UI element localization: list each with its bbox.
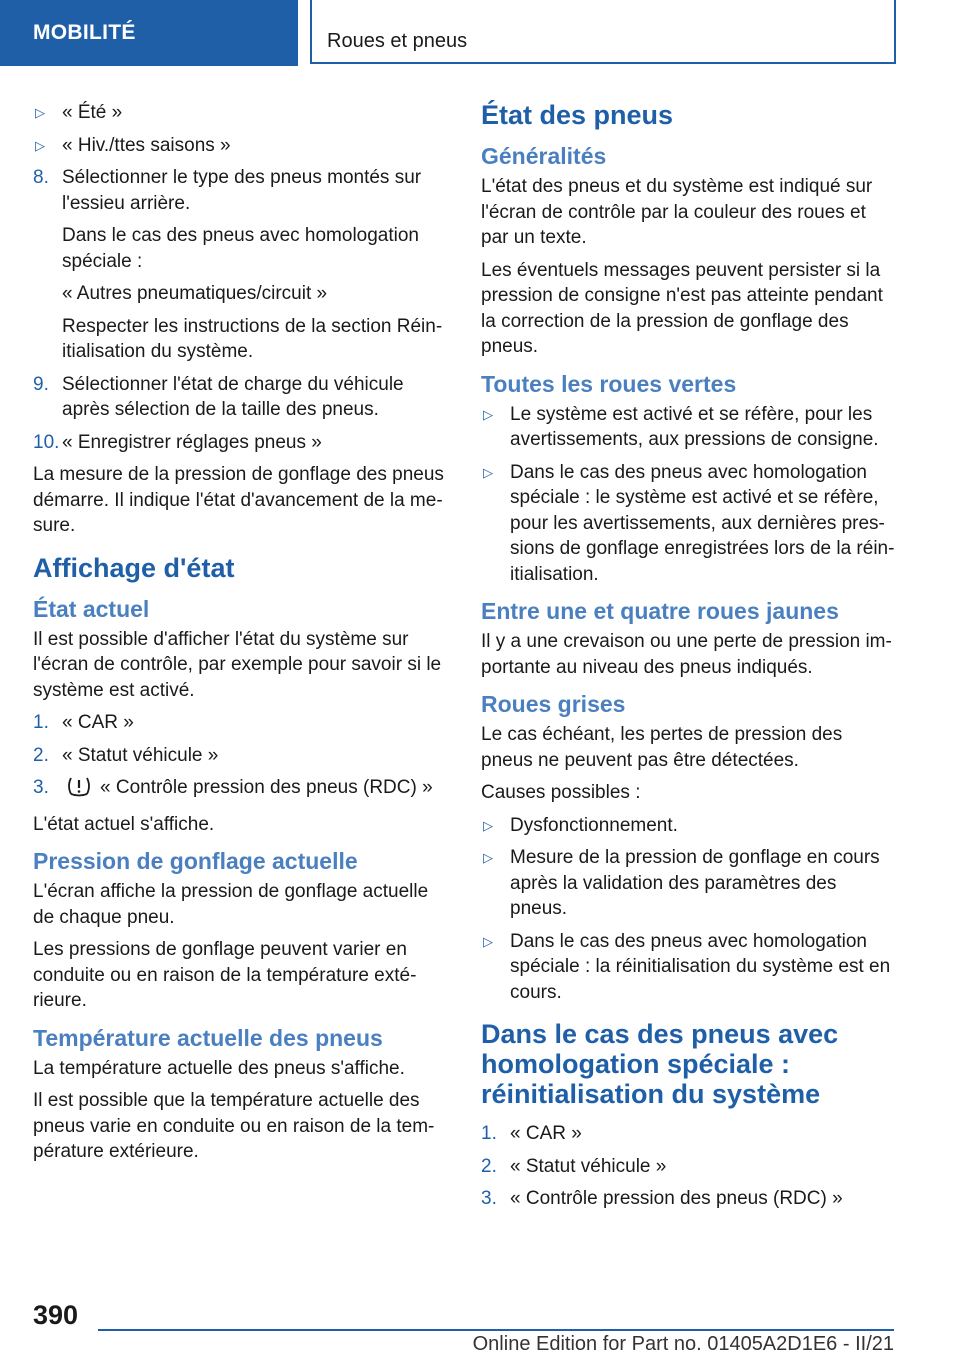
paragraph: Il est possible d'afficher l'état du système sur l'écran de contrôle, par exemple pour savoir si le système est activé.	[33, 628, 442, 701]
heading-generalites: Généralités	[481, 143, 607, 169]
heading-roues-grises: Roues grises	[481, 691, 626, 717]
step-number: 3.	[481, 1188, 497, 1209]
step-item: 2. « Statut véhicule »	[33, 743, 445, 769]
paragraph: La température actuelle des pneus s'affiche.	[33, 1057, 405, 1079]
step-item: 9. Sélectionner l'état de charge du véhicule après sélection de la taille des pneus.	[33, 373, 404, 420]
right-column	[481, 96, 895, 1219]
page-number: 390	[33, 1300, 79, 1330]
step-item: 3. « Contrôle pression des pneus (RDC) »	[33, 775, 445, 805]
step-number: 8.	[33, 167, 49, 188]
paragraph: Les pressions de gonflage peuvent varier en conduite ou en raison de la température exté-rieure.	[33, 939, 417, 1011]
paragraph: Le cas échéant, les pertes de pression des pneus ne peuvent pas être détectées.	[481, 724, 843, 771]
paragraph: Causes possibles :	[481, 782, 641, 803]
paragraph: L'état actuel s'affiche.	[33, 813, 215, 835]
list-item: ▷ Le système est activé et se réfère, pour les avertissements, aux pressions de consigne.	[483, 403, 879, 450]
triangle-bullet-icon: ▷	[483, 406, 493, 422]
triangle-bullet-icon: ▷	[483, 933, 493, 949]
paragraph: Il est possible que la température actuelle des pneus varie en conduite ou en raison de la tem-pérature extérieure.	[33, 1090, 435, 1162]
footer-divider	[98, 1329, 894, 1331]
paragraph: Il y a une crevaison ou une perte de pression im-portante au niveau des pneus indiqués.	[481, 631, 892, 678]
step-number: 10.	[33, 431, 60, 453]
heading-roues-vertes: Toutes les roues vertes	[481, 370, 737, 397]
step-item: 1. « CAR »	[33, 710, 445, 736]
edition-note: Online Edition for Part no. 01405A2D1E6 - II/21	[472, 1333, 894, 1355]
triangle-bullet-icon: ▷	[35, 137, 45, 153]
step-item: 3. « Contrôle pression des pneus (RDC) »	[481, 1186, 895, 1212]
paragraph: L'écran affiche la pression de gonflage actuelle de chaque pneu.	[33, 881, 429, 928]
chapter-title: Roues et pneus	[310, 0, 896, 64]
step-item: 8. Sélectionner le type des pneus montés sur l'essieu arrière.	[33, 167, 422, 214]
page-header	[0, 0, 960, 66]
heading-pression: Pression de gonflage actuelle	[33, 848, 358, 874]
triangle-bullet-icon: ▷	[483, 464, 493, 480]
step-number: 9.	[33, 373, 49, 395]
step-item: 1. « CAR »	[481, 1121, 895, 1147]
step-note: Respecter les instructions de la section Réin-itialisation du système.	[62, 315, 443, 362]
triangle-bullet-icon: ▷	[35, 105, 45, 120]
step-note: Dans le cas des pneus avec homologation spéciale :	[62, 225, 420, 272]
step-number: 1.	[481, 1123, 497, 1144]
list-item: ▷ « Hiv./ttes saisons »	[33, 133, 445, 159]
heading-roues-jaunes: Entre une et quatre roues jaunes	[481, 598, 839, 624]
triangle-bullet-icon: ▷	[483, 817, 493, 833]
list-item: ▷ « Été »	[33, 100, 445, 126]
step-number: 3.	[33, 777, 49, 798]
paragraph: Les éventuels messages peuvent persister si la pression de consigne n'est pas atteinte pendant la correction de la pression de gonflage des pneus.	[481, 259, 883, 357]
step-number: 1.	[33, 712, 49, 733]
heading-etat-pneus: État des pneus	[481, 100, 674, 130]
paragraph: L'état des pneus et du système est indiqué sur l'écran de contrôle par la couleur des roues et par un texte.	[481, 176, 873, 248]
step-number: 2.	[33, 744, 49, 766]
paragraph: La mesure de la pression de gonflage des pneus démarre. Il indique l'état d'avancement de la me-sure.	[33, 464, 444, 536]
list-item: ▷ Dans le cas des pneus avec homologation spéciale : la réinitialisation du système est en cours.	[483, 930, 891, 1003]
list-item: ▷ Dysfonctionnement.	[481, 813, 895, 839]
list-item: ▷ Mesure de la pression de gonflage en cours après la validation des paramètres des pneus.	[483, 847, 880, 919]
left-column	[33, 100, 445, 1172]
step-item: 10. « Enregistrer réglages pneus »	[33, 430, 445, 456]
step-number: 2.	[481, 1155, 497, 1177]
step-item: 2. « Statut véhicule »	[481, 1154, 895, 1180]
heading-affichage: Affichage d'état	[33, 552, 235, 583]
triangle-bullet-icon: ▷	[483, 850, 493, 865]
heading-etat-actuel: État actuel	[33, 595, 150, 622]
section-tab: MOBILITÉ	[0, 0, 298, 66]
step-note: « Autres pneumatiques/circuit »	[62, 283, 328, 304]
tire-pressure-warning-icon	[66, 775, 92, 805]
list-item: ▷ Dans le cas des pneus avec homologation spéciale : le système est activé et se réfère, pour les avertissements, aux dernières pres-sions de gonflage enregistrées lors de la réin-itialisation.	[483, 461, 895, 585]
heading-reinitialisation: Dans le cas des pneus avec homologation spéciale : réinitialisation du système	[481, 1019, 839, 1109]
heading-temperature: Température actuelle des pneus	[33, 1024, 383, 1051]
